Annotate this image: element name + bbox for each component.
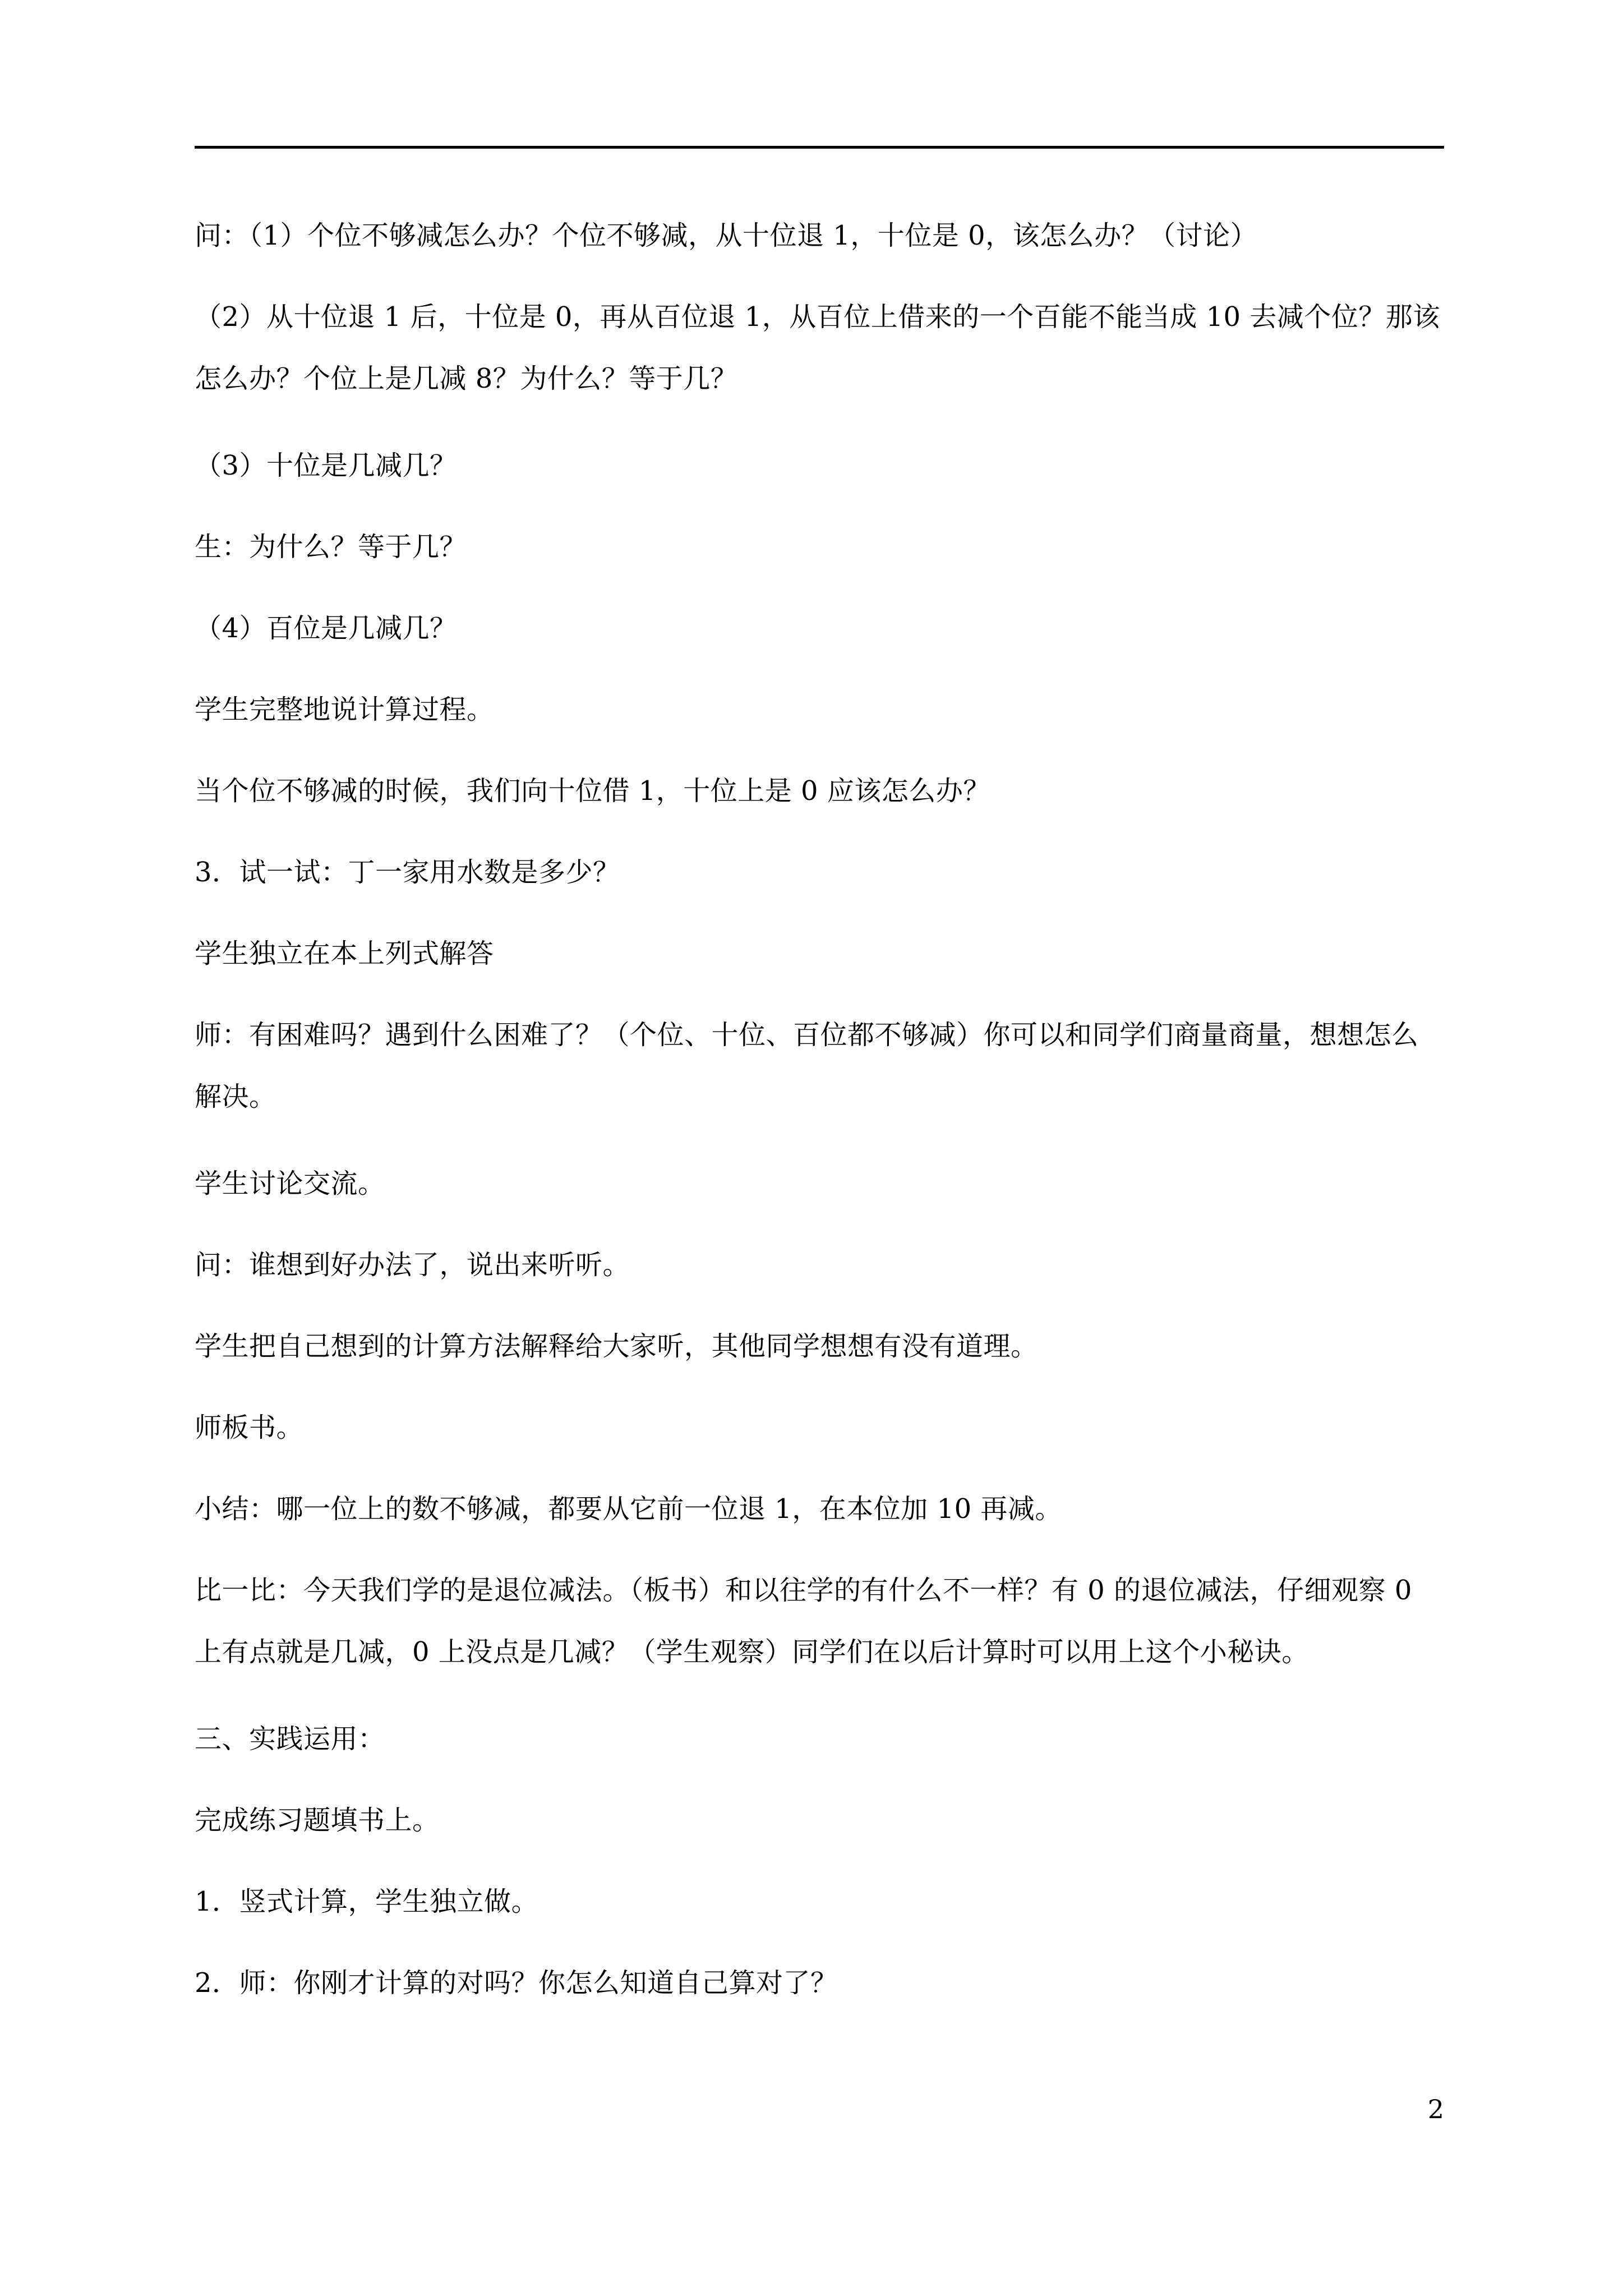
paragraph-item-2: 2．师：你刚才计算的对吗？你怎么知道自己算对了？ [195, 1967, 838, 1999]
page-number: 2 [1427, 2094, 1444, 2124]
paragraph-good-method: 问：谁想到好办法了，说出来听听。 [195, 1249, 630, 1281]
paragraph-board: 师板书。 [195, 1412, 304, 1443]
paragraph-exercises: 完成练习题填书上。 [195, 1805, 440, 1836]
section-heading-practice: 三、实践运用： [195, 1723, 385, 1755]
paragraph-borrow: 当个位不够减的时候，我们向十位借 1，十位上是 0 应该怎么办？ [195, 775, 990, 807]
paragraph-explain: 学生把自己想到的计算方法解释给大家听，其他同学想想有没有道理。 [195, 1331, 1038, 1362]
paragraph-question-1: 问：（1）个位不够减怎么办？个位不够减，从十位退 1，十位是 0，该怎么办？（讨论） [195, 220, 1258, 251]
paragraph-independent: 学生独立在本上列式解答 [195, 938, 494, 969]
paragraph-try: 3．试一试：丁一家用水数是多少？ [195, 857, 620, 888]
paragraph-discussion: 学生讨论交流。 [195, 1168, 385, 1199]
paragraph-question-2: （2）从十位退 1 后，十位是 0，再从百位退 1，从百位上借来的一个百能不能当成 10 去减个位？那该怎么办？个位上是几减 8？为什么？等于几？ [195, 301, 1440, 394]
paragraph-student-answer: 生：为什么？等于几？ [195, 531, 467, 563]
paragraph-item-1: 1．竖式计算，学生独立做。 [195, 1886, 539, 1917]
paragraph-question-3: （3）十位是几减几？ [195, 450, 457, 481]
header-rule [195, 146, 1444, 149]
paragraph-compare: 比一比：今天我们学的是退位减法。（板书）和以往学的有什么不一样？有 0 的退位减法，仔细观察 0 上有点就是几减，0 上没点是几减？（学生观察）同学们在以后计算时可以用上这个小秘诀。 [195, 1575, 1412, 1668]
paragraph-summary: 小结：哪一位上的数不够减，都要从它前一位退 1，在本位加 10 再减。 [195, 1493, 1062, 1525]
paragraph-process: 学生完整地说计算过程。 [195, 694, 494, 725]
paragraph-teacher-difficulty: 师：有困难吗？遇到什么困难了？（个位、十位、百位都不够减）你可以和同学们商量商量，想想怎么解决。 [195, 1019, 1419, 1112]
paragraph-question-4: （4）百位是几减几？ [195, 613, 457, 644]
